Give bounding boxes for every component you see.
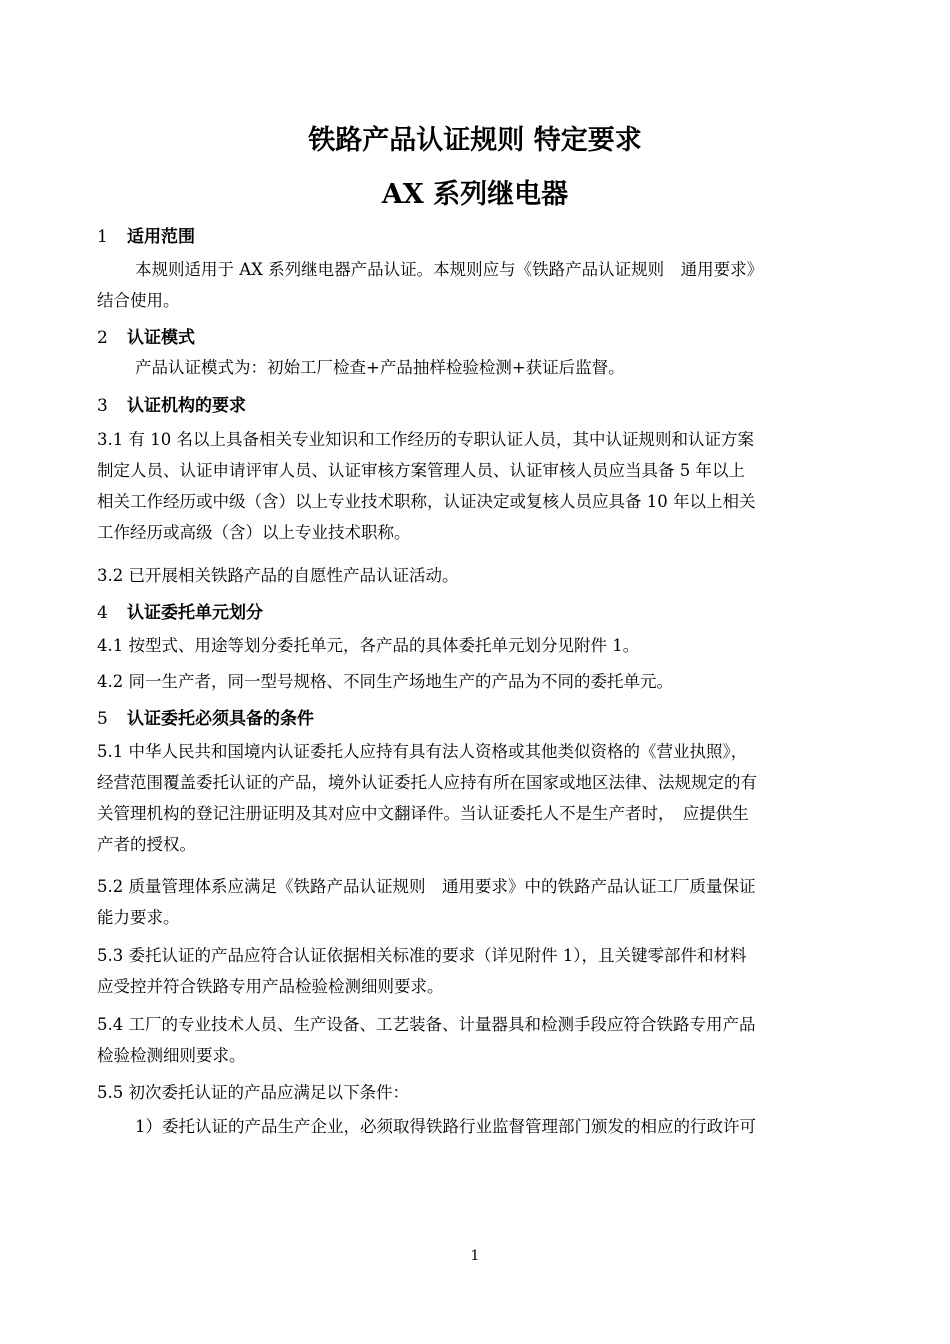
section-number: 3	[97, 396, 108, 416]
section-heading-5	[97, 704, 314, 729]
text-line: 应受控并符合铁路专用产品检验检测细则要求。	[97, 977, 444, 996]
text-line: 5.2 质量管理体系应满足《铁路产品认证规则 通用要求》中的铁路产品认证工厂质量保证	[97, 877, 756, 896]
section-heading-1	[97, 222, 195, 247]
document-title: 铁路产品认证规则 特定要求	[308, 125, 642, 156]
text-line: 经营范围覆盖委托认证的产品，境外认证委托人应持有所在国家或地区法律、法规规定的有	[97, 773, 757, 792]
paragraph-5-1	[97, 736, 861, 860]
section-title: 适用范围	[127, 227, 195, 247]
text-line: 检验检测细则要求。	[97, 1046, 246, 1065]
text-line: 4.1 按型式、用途等划分委托单元，各产品的具体委托单元划分见附件 1。	[97, 636, 640, 655]
section-title: 认证机构的要求	[127, 396, 246, 416]
paragraph	[97, 254, 861, 316]
section-number: 5	[97, 709, 108, 729]
text-line: 产者的授权。	[97, 835, 196, 854]
paragraph-5-5-item-1	[97, 1111, 861, 1142]
paragraph-4-2	[97, 666, 861, 697]
section-heading-2	[97, 323, 195, 348]
text-line: 3.1 有 10 名以上具备相关专业知识和工作经历的专职认证人员，其中认证规则和认证方案	[97, 430, 754, 449]
paragraph	[97, 352, 861, 383]
section-heading-4	[97, 598, 263, 623]
section-title: 认证委托必须具备的条件	[127, 709, 314, 729]
paragraph-5-4	[97, 1009, 861, 1071]
paragraph-5-2	[97, 871, 861, 933]
section-heading-3	[97, 391, 246, 416]
text-line: 产品认证模式为：初始工厂检查+产品抽样检验检测+获证后监督。	[135, 358, 625, 377]
text-line: 5.5 初次委托认证的产品应满足以下条件：	[97, 1083, 409, 1102]
text-line: 5.4 工厂的专业技术人员、生产设备、工艺装备、计量器具和检测手段应符合铁路专用产品	[97, 1015, 756, 1034]
text-line: 关管理机构的登记注册证明及其对应中文翻译件。当认证委托人不是生产者时， 应提供生	[97, 804, 749, 823]
paragraph-3-1	[97, 424, 861, 548]
text-line: 相关工作经历或中级（含）以上专业技术职称，认证决定或复核人员应具备 10 年以上相关	[97, 492, 756, 511]
text-line: 1）委托认证的产品生产企业，必须取得铁路行业监督管理部门颁发的相应的行政许可	[135, 1117, 756, 1136]
section-title: 认证委托单元划分	[127, 603, 263, 623]
text-line: 5.3 委托认证的产品应符合认证依据相关标准的要求（详见附件 1），且关键零部件和材料	[97, 946, 747, 965]
text-line: 本规则适用于 AX 系列继电器产品认证。本规则应与《铁路产品认证规则 通用要求》	[135, 260, 764, 279]
section-number: 4	[97, 603, 108, 623]
section-number: 1	[97, 227, 108, 247]
text-line: 4.2 同一生产者，同一型号规格、不同生产场地生产的产品为不同的委托单元。	[97, 672, 673, 691]
text-line: 5.1 中华人民共和国境内认证委托人应持有具有法人资格或其他类似资格的《营业执照》，	[97, 742, 748, 761]
text-line: 工作经历或高级（含）以上专业技术职称。	[97, 523, 411, 542]
text-line: 结合使用。	[97, 291, 180, 310]
page-number: 1	[470, 1248, 480, 1264]
text-line: 3.2 已开展相关铁路产品的自愿性产品认证活动。	[97, 566, 459, 585]
paragraph-4-1	[97, 630, 861, 661]
text-line: 制定人员、认证申请评审人员、认证审核方案管理人员、认证审核人员应当具备 5 年以上	[97, 461, 745, 480]
section-title: 认证模式	[127, 328, 195, 348]
text-line: 能力要求。	[97, 908, 180, 927]
section-number: 2	[97, 328, 108, 348]
paragraph-3-2	[97, 560, 861, 591]
paragraph-5-3	[97, 940, 861, 1002]
paragraph-5-5	[97, 1077, 861, 1108]
document-subtitle: AX 系列继电器	[381, 179, 569, 210]
